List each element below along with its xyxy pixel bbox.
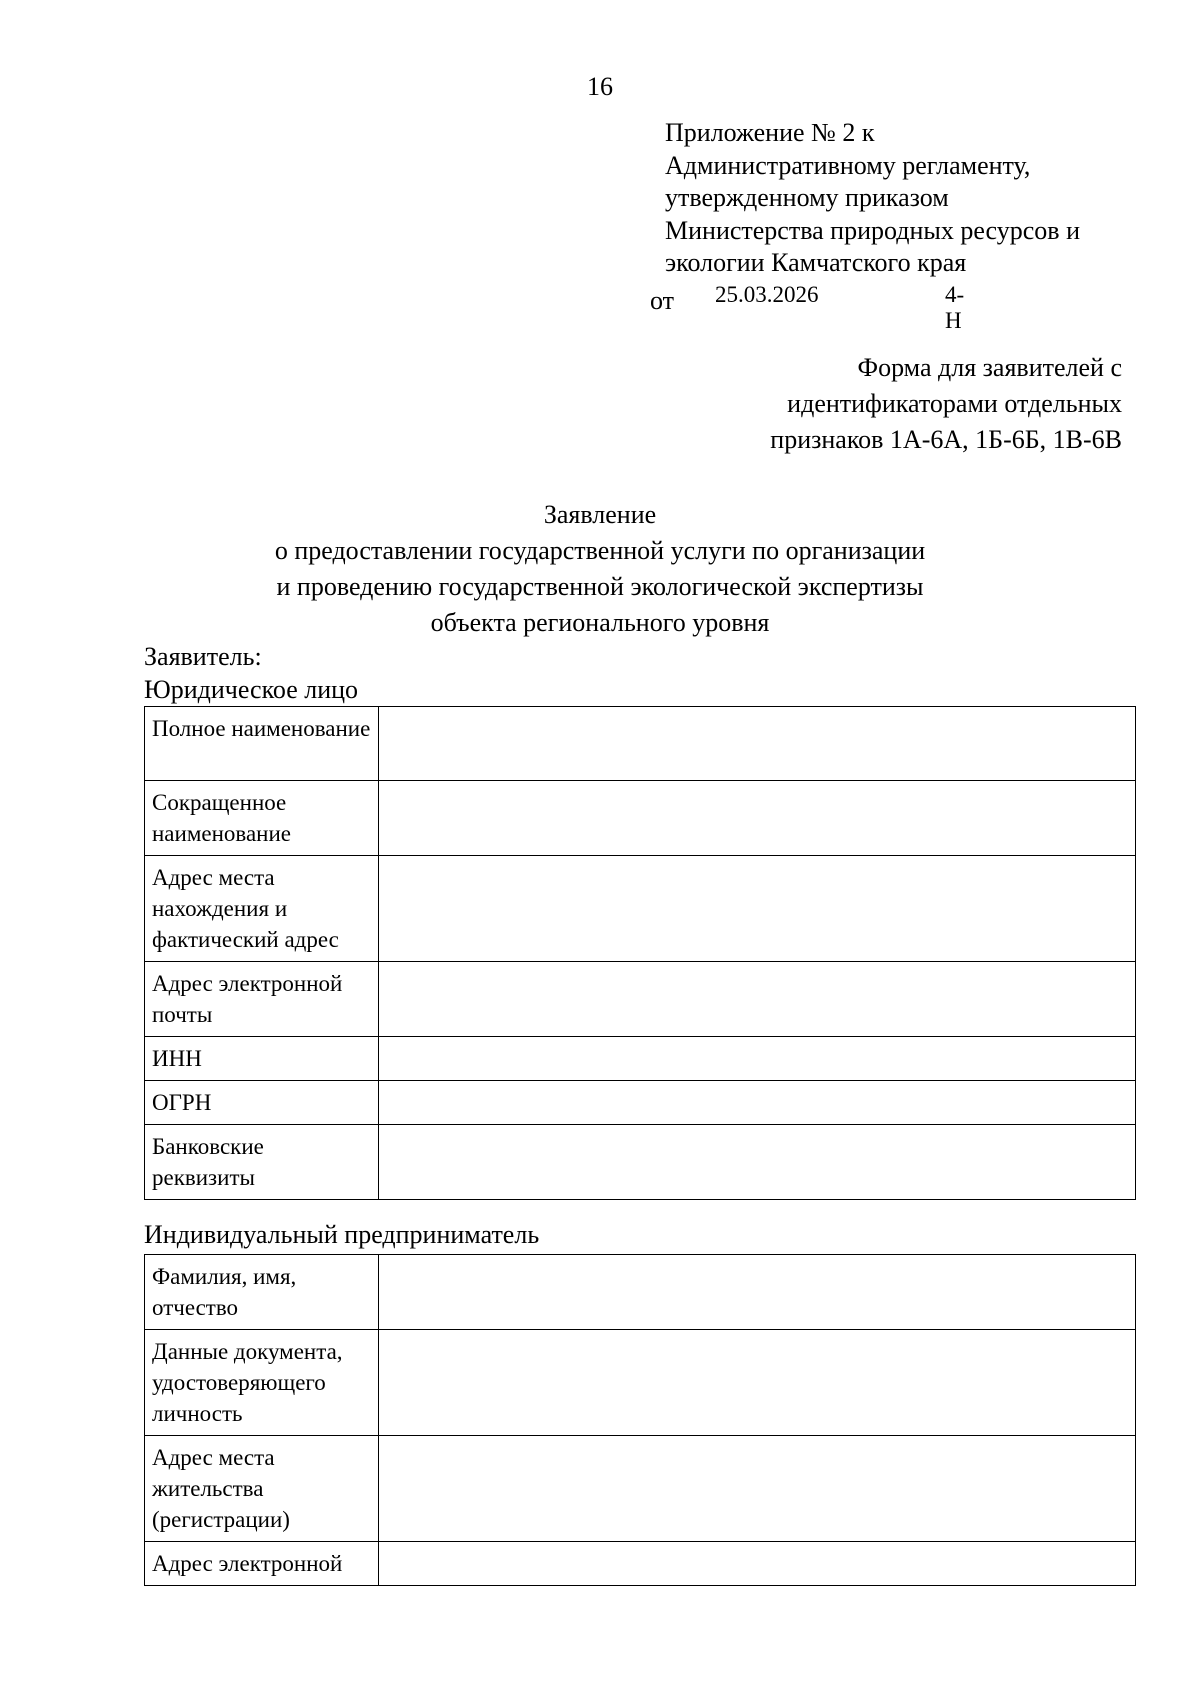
field-value-cell[interactable] xyxy=(379,781,1136,856)
legal-entity-label: Юридическое лицо xyxy=(144,675,359,704)
title-line: и проведению государственной экологической экспертизы xyxy=(276,572,924,601)
title-line: Заявление xyxy=(543,500,657,529)
individual-entrepreneur-table xyxy=(144,1254,1136,1586)
annex-line: утвержденному приказом xyxy=(665,183,949,212)
page-number: 16 xyxy=(587,72,613,101)
annex-line: экологии Камчатского края xyxy=(665,248,967,277)
table-row xyxy=(145,856,1136,962)
field-label: Фамилия, имя, отчество xyxy=(145,1255,379,1330)
table-row xyxy=(145,1542,1136,1586)
order-date: 25.03.2026 xyxy=(715,282,819,307)
field-value-cell[interactable] xyxy=(379,1081,1136,1125)
annex-line: Административному регламенту, xyxy=(665,150,1031,180)
legal-entity-table xyxy=(144,706,1136,1200)
field-label: Адрес места нахождения и фактический адрес xyxy=(145,856,379,962)
annex-line: Министерства природных ресурсов и xyxy=(665,215,1080,245)
field-label: Банковские реквизиты xyxy=(145,1125,379,1200)
field-label: Адрес электронной почты xyxy=(145,962,379,1037)
order-number: 4-Н xyxy=(945,282,965,333)
table-row xyxy=(145,962,1136,1037)
field-label: Сокращенное наименование xyxy=(145,781,379,856)
annex-line: Приложение № 2 к xyxy=(665,118,875,147)
field-value-cell[interactable] xyxy=(379,962,1136,1037)
field-value-cell[interactable] xyxy=(379,1037,1136,1081)
annex-header xyxy=(665,117,1080,280)
table-row xyxy=(145,1330,1136,1436)
table-row xyxy=(145,1255,1136,1330)
table-row xyxy=(145,1081,1136,1125)
field-label: Полное наименование xyxy=(145,707,379,781)
form-note xyxy=(770,350,1122,458)
field-value-cell[interactable] xyxy=(379,1330,1136,1436)
field-label: Адрес места жительства (регистрации) xyxy=(145,1436,379,1542)
form-note-line: Форма для заявителей с xyxy=(857,353,1122,382)
table-row xyxy=(145,1037,1136,1081)
field-value-cell[interactable] xyxy=(379,1255,1136,1330)
table-row xyxy=(145,781,1136,856)
title-line: объекта регионального уровня xyxy=(430,608,770,637)
title-line: о предоставлении государственной услуги по организации xyxy=(274,536,926,565)
field-label: Адрес электронной xyxy=(145,1542,379,1586)
individual-entrepreneur-label: Индивидуальный предприниматель xyxy=(144,1220,540,1249)
field-label: Данные документа, удостоверяющего личность xyxy=(145,1330,379,1436)
field-value-cell[interactable] xyxy=(379,707,1136,781)
document-title xyxy=(0,497,1200,641)
field-label: ИНН xyxy=(145,1037,379,1081)
field-value-cell[interactable] xyxy=(379,1125,1136,1200)
applicant-label: Заявитель: xyxy=(144,642,262,671)
field-value-cell[interactable] xyxy=(379,1436,1136,1542)
table-row xyxy=(145,707,1136,781)
field-value-cell[interactable] xyxy=(379,856,1136,962)
field-label: ОГРН xyxy=(145,1081,379,1125)
form-note-line: признаков 1А-6А, 1Б-6Б, 1В-6В xyxy=(770,425,1122,454)
form-note-line: идентификаторами отдельных xyxy=(787,389,1122,418)
field-value-cell[interactable] xyxy=(379,1542,1136,1586)
order-prefix: от xyxy=(650,286,675,315)
table-row xyxy=(145,1125,1136,1200)
table-row xyxy=(145,1436,1136,1542)
